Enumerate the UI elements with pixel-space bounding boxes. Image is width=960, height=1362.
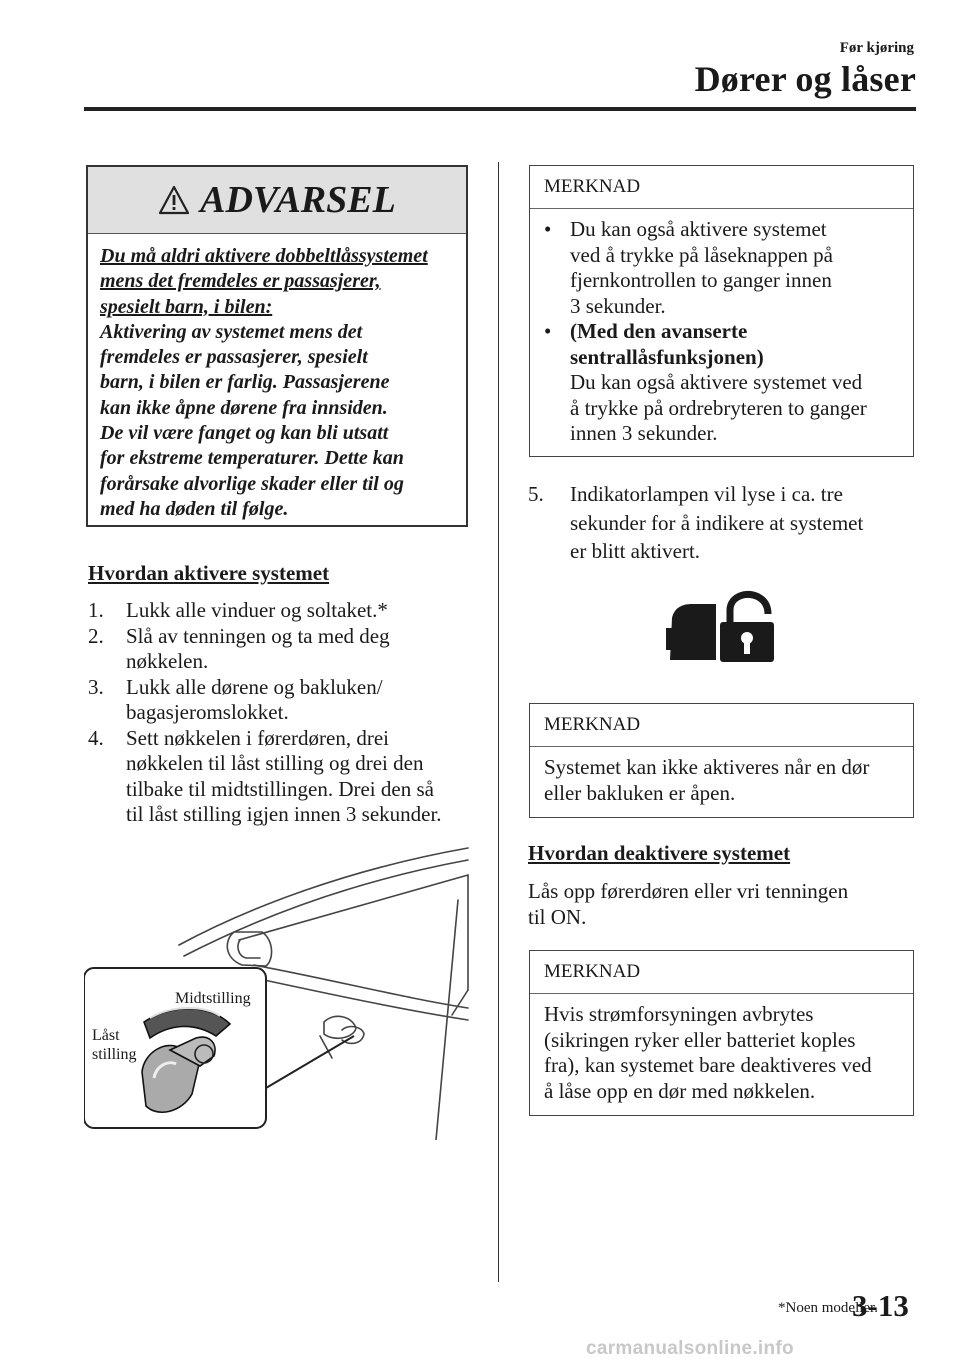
- activate-heading: Hvordan aktivere systemet: [88, 561, 330, 585]
- step-item: [528, 480, 908, 566]
- note-body: [530, 747, 913, 806]
- note-line-bold: sentrallåsfunksjonen): [570, 344, 764, 369]
- activate-steps: [88, 598, 478, 828]
- step-line: bagasjeromslokket.: [126, 700, 289, 724]
- warning-heading-line: spesielt barn, i bilen:: [100, 295, 273, 318]
- deactivate-heading: Hvordan deaktivere systemet: [528, 841, 791, 865]
- note-line: Du kan også aktivere systemet: [570, 217, 827, 241]
- warning-text-line: med ha døden til følge.: [100, 497, 289, 520]
- step-item: [88, 624, 478, 675]
- step-line: tilbake til midtstillingen. Drei den så: [126, 776, 434, 801]
- note-line: (sikringen ryker eller batteriet koples: [544, 1027, 856, 1052]
- step-number: 4.: [88, 725, 104, 750]
- note-body: [530, 209, 913, 447]
- note-line: Du kan også aktivere systemet ved: [570, 370, 863, 394]
- note-line: fjernkontrollen to ganger innen: [570, 268, 832, 292]
- column-divider: [498, 162, 499, 1282]
- deactivate-text: [528, 878, 908, 930]
- step-item: [88, 726, 478, 828]
- warning-text-line: kan ikke åpne dørene fra innsiden.: [100, 396, 388, 419]
- step-number: 2.: [88, 623, 104, 648]
- note-box: [529, 703, 914, 818]
- label-last: Låst: [92, 1027, 120, 1044]
- label-midtstilling: Midtstilling: [175, 990, 251, 1007]
- warning-title: ADVARSEL: [200, 179, 396, 221]
- step-line: Lukk alle dørene og bakluken/: [126, 674, 383, 699]
- bullet: •: [544, 319, 552, 343]
- note-line: eller bakluken er åpen.: [544, 780, 736, 805]
- note-line: ved å trykke på låseknappen på: [570, 242, 833, 267]
- step-line: nøkkelen til låst stilling og drei den: [126, 751, 424, 775]
- step-line: Indikatorlampen vil lyse i ca. tre: [570, 482, 843, 506]
- security-indicator-icon: [660, 588, 780, 668]
- note-box: [529, 165, 914, 457]
- warning-text-line: De vil være fanget og kan bli utsatt: [100, 422, 389, 445]
- note-line: å låse opp en dør med nøkkelen.: [544, 1078, 816, 1103]
- warning-text-line: Aktivering av systemet mens det: [100, 320, 363, 343]
- step-number: 5.: [528, 482, 544, 506]
- note-title: MERKNAD: [530, 704, 913, 747]
- step-item: [88, 675, 478, 726]
- step-line: Slå av tenningen og ta med deg: [126, 623, 390, 648]
- bullet-item: [544, 217, 901, 319]
- label-stilling: stilling: [92, 1046, 137, 1063]
- warning-heading-line: mens det fremdeles er passasjerer,: [100, 270, 381, 293]
- warning-text-line: for ekstreme temperaturer. Dette kan: [100, 447, 404, 470]
- note-box: [529, 950, 914, 1116]
- section-label: Før kjøring: [839, 40, 914, 56]
- header-rule: [84, 107, 916, 111]
- note-body: [530, 994, 913, 1104]
- note-line: Hvis strømforsyningen avbrytes: [544, 1002, 814, 1026]
- warning-text-line: fremdeles er passasjerer, spesielt: [100, 346, 368, 369]
- page-number: 3-13: [852, 1288, 909, 1323]
- footnote: *Noen modeller.: [778, 1300, 878, 1316]
- step-line: nøkkelen.: [126, 649, 209, 673]
- warning-box: [86, 165, 468, 527]
- note-title: MERKNAD: [530, 951, 913, 994]
- bullet: •: [544, 217, 552, 241]
- step-line: sekunder for å indikere at systemet: [570, 510, 864, 535]
- note-line: innen 3 sekunder.: [570, 421, 718, 445]
- step-line: til låst stilling igjen innen 3 sekunder.: [126, 802, 442, 826]
- bullet-item: [544, 319, 901, 447]
- warning-header: [88, 167, 466, 234]
- note-title: MERKNAD: [530, 166, 913, 209]
- text-line: Lås opp førerdøren eller vri tenningen: [528, 879, 849, 903]
- note-line: å trykke på ordrebryteren to ganger: [570, 395, 867, 420]
- door-key-illustration: [84, 840, 474, 1140]
- note-line: Systemet kan ikke aktiveres når en dør: [544, 755, 870, 779]
- step-item: [88, 598, 478, 624]
- note-line-bold: (Med den avanserte: [570, 319, 748, 343]
- warning-text-line: forårsake alvorlige skader eller til og: [100, 472, 404, 495]
- warning-body: [88, 234, 466, 522]
- step-line: er blitt aktivert.: [570, 539, 701, 563]
- step-line: Sett nøkkelen i førerdøren, drei: [126, 725, 389, 750]
- warning-triangle-icon: [158, 185, 190, 215]
- step-line: Lukk alle vinduer og soltaket.*: [126, 598, 388, 622]
- warning-text-line: barn, i bilen er farlig. Passasjerene: [100, 371, 390, 394]
- watermark: carmanualsonline.info: [586, 1338, 794, 1359]
- text-line: til ON.: [528, 905, 587, 929]
- warning-heading-line: Du må aldri aktivere dobbeltlåssystemet: [100, 245, 428, 267]
- page-title: Dører og låser: [694, 59, 916, 99]
- note-line: fra), kan systemet bare deaktiveres ved: [544, 1053, 872, 1077]
- step-number: 3.: [88, 674, 104, 699]
- note-line: 3 sekunder.: [570, 293, 666, 318]
- step-number: 1.: [88, 598, 104, 622]
